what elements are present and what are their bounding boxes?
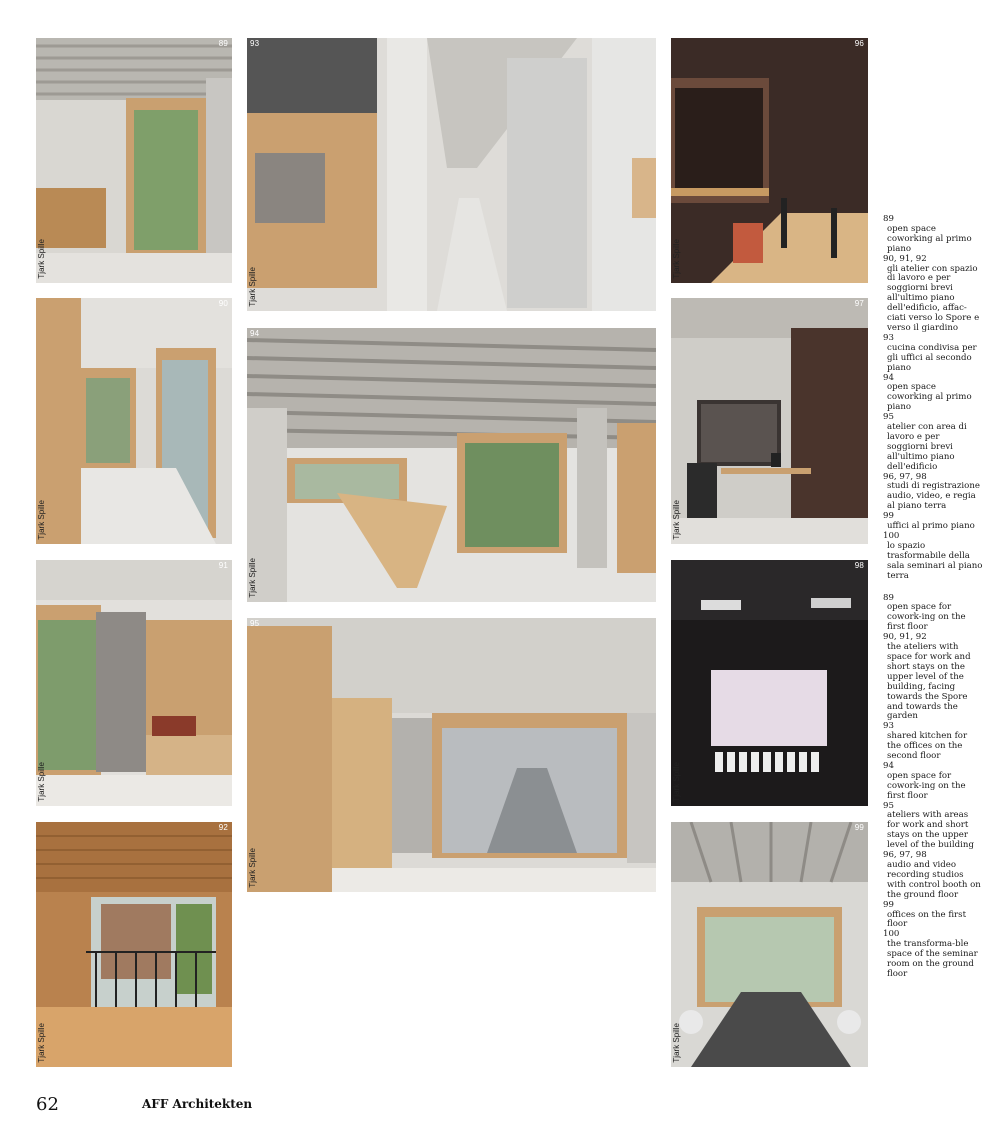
caption-it-100 [883,532,983,582]
photo-credit: Tjark Spille [37,500,46,540]
photo-92 [36,822,232,1067]
photo-number: 89 [218,39,228,48]
atelier-workspace-image [247,618,656,892]
caption-number: 95 [883,800,894,811]
atelier-room-image [36,298,232,544]
caption-en-90-92 [883,633,983,722]
caption-number: 90, 91, 92 [883,253,927,264]
photo-number: 96 [854,39,864,48]
page-number: 62 [36,1094,59,1115]
photo-number: 97 [854,299,864,308]
offices-image [671,822,868,1067]
captions-italian [883,215,983,582]
photo-97 [671,298,868,544]
photo-number: 95 [250,619,260,628]
caption-number: 100 [883,929,900,940]
photo-credit: Tjark Spille [37,1023,46,1063]
caption-en-93 [883,722,983,762]
caption-en-99 [883,901,983,931]
caption-en-100 [883,930,983,980]
studio-stage-image [671,560,868,806]
caption-text: open space for cowork-ing on the first floor [887,602,966,633]
caption-number: 89 [883,592,894,603]
photo-95 [247,618,656,892]
photo-credit: Tjark Spille [37,239,46,279]
photo-number: 90 [218,299,228,308]
photo-credit: Tjark Spille [37,762,46,802]
caption-it-93 [883,334,983,374]
photo-credit: Tjark Spille [672,762,681,802]
caption-text: uffici al primo piano [887,521,975,532]
caption-text: gli atelier con spazio di lavoro e per soggiorni brevi all'ultimo piano dell'edificio, affac-ciati verso lo Spore e verso il giardino [887,263,980,333]
photo-98 [671,560,868,806]
caption-en-96-98 [883,851,983,901]
caption-it-94 [883,374,983,414]
caption-number: 96, 97, 98 [883,850,927,861]
photo-number: 91 [218,561,228,570]
caption-en-89 [883,594,983,634]
caption-it-99 [883,512,983,532]
photo-credit: Tjark Spille [248,558,257,598]
caption-text: the ateliers with space for work and short stays on the upper level of the building, facing towards the Spore and towards the garden [887,642,971,722]
photo-credit: Tjark Spille [672,239,681,279]
photo-number: 99 [854,823,864,832]
caption-number: 100 [883,531,900,541]
kitchen-corridor-image [247,38,656,311]
caption-number: 89 [883,214,894,224]
captions-column [883,215,983,980]
caption-it-89 [883,215,983,255]
photo-91 [36,560,232,806]
photo-99 [671,822,868,1067]
caption-text: studi di registrazione audio, video, e regia al piano terra [887,481,980,512]
caption-number: 99 [883,511,894,522]
caption-text: offices on the first floor [887,909,967,930]
photo-credit: Tjark Spille [248,848,257,888]
caption-number: 94 [883,372,894,383]
caption-number: 94 [883,760,894,771]
caption-text: cucina condivisa per gli uffici al secondo piano [887,342,977,373]
caption-it-95 [883,413,983,472]
atelier-balcony-image [36,822,232,1067]
caption-number: 99 [883,899,894,910]
caption-text: open space coworking al primo piano [887,382,972,413]
video-studio-image [671,298,868,544]
caption-divider [883,582,983,594]
caption-text: ateliers with areas for work and short stays on the upper level of the building [887,810,974,851]
photo-credit: Tjark Spille [672,1023,681,1063]
caption-text: audio and video recording studios with control booth on the ground floor [887,860,981,900]
photo-94 [247,328,656,602]
photo-credit: Tjark Spille [248,267,257,307]
caption-text: shared kitchen for the offices on the second floor [887,731,968,762]
photo-number: 94 [250,329,260,338]
caption-text: open space coworking al primo piano [887,223,972,254]
caption-number: 95 [883,412,894,423]
coworking-room-image [36,38,232,283]
caption-number: 93 [883,332,894,343]
recording-studio-image [671,38,868,283]
caption-number: 96, 97, 98 [883,471,927,482]
photo-number: 92 [218,823,228,832]
photo-number: 93 [250,39,260,48]
caption-number: 93 [883,721,894,732]
caption-text: atelier con area di lavoro e per soggiorni brevi all'ultimo piano dell'edificio [887,422,967,472]
photo-93 [247,38,656,311]
photo-credit: Tjark Spille [672,500,681,540]
photo-96 [671,38,868,283]
caption-en-94 [883,762,983,802]
photo-number: 98 [854,561,864,570]
caption-it-96-98 [883,473,983,513]
caption-text: lo spazio trasformabile della sala seminari al piano terra [887,540,983,581]
caption-number: 90, 91, 92 [883,632,927,643]
captions-english [883,594,983,980]
running-title: AFF Architekten [142,1097,253,1111]
caption-text: open space for cowork-ing on the first floor [887,770,966,801]
open-space-coworking-image [247,328,656,602]
caption-text: the transforma-ble space of the seminar room on the ground floor [887,939,978,979]
atelier-window-seat-image [36,560,232,806]
caption-en-95 [883,802,983,852]
photo-90 [36,298,232,544]
photo-89 [36,38,232,283]
caption-it-90-92 [883,255,983,334]
